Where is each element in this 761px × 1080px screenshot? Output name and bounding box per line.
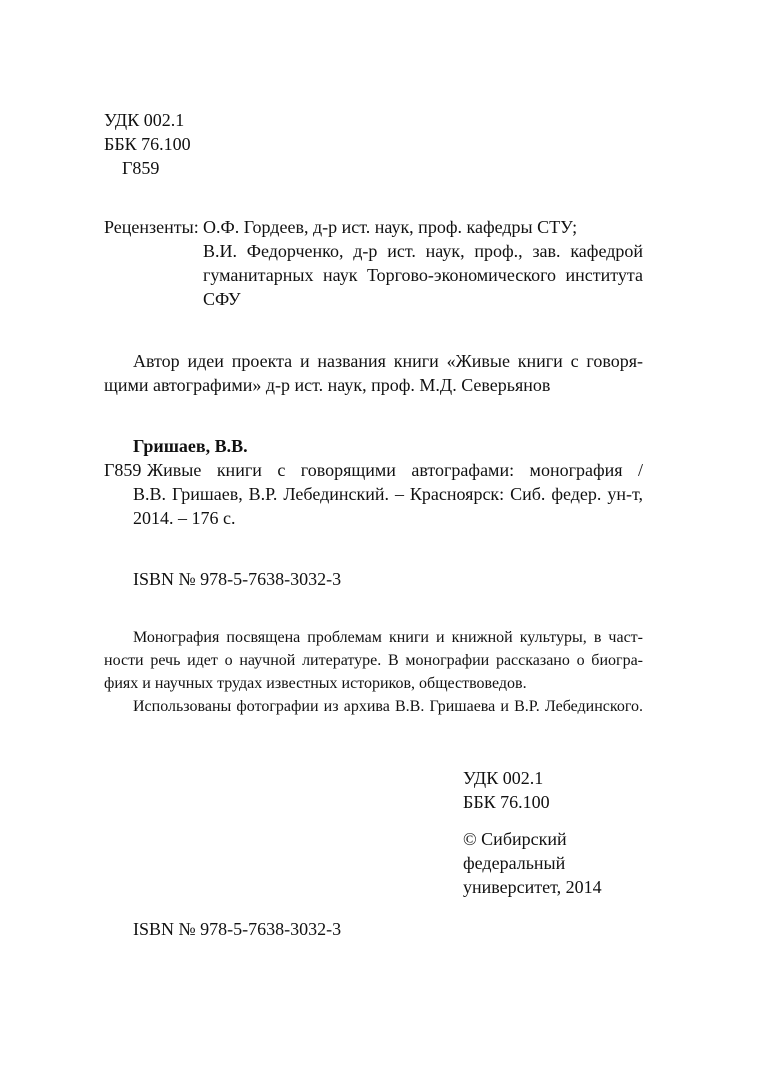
isbn-bottom: ISBN № 978-5-7638-3032-3 (133, 919, 342, 939)
biblio-author: Гришаев, В.В. (133, 436, 248, 456)
copyright-bbk: ББК 76.100 (463, 792, 550, 812)
copyright-udk: УДК 002.1 (463, 768, 544, 788)
annotation-line-2: ности речь идет о научной литературе. В монографии рассказано о биогра- (104, 652, 643, 669)
reviewer-line-1: О.Ф. Гордеев, д-р ист. наук, проф. кафедры СТУ; (203, 217, 578, 237)
reviewer-line-2: В.И. Федорченко, д-р ист. наук, проф., зав. кафедрой (203, 241, 643, 261)
udk-code: УДК 002.1 (104, 110, 185, 130)
reviewer-line-3: гуманитарных наук Торгово-экономического института (203, 265, 643, 285)
biblio-line-1: Живые книги с говорящими автографами: монография / (147, 460, 643, 480)
isbn: ISBN № 978-5-7638-3032-3 (133, 569, 342, 589)
reviewers-label: Рецензенты: (104, 217, 199, 237)
biblio-line-2: В.В. Гришаев, В.Р. Лебединский. – Красноярск: Сиб. федер. ун-т, (133, 484, 643, 504)
annotation-line-1: Монография посвящена проблемам книги и книжной культуры, в част- (133, 629, 643, 646)
biblio-code: Г859 (104, 460, 142, 480)
reviewer-line-4: СФУ (203, 289, 241, 309)
annotation-line-3: фиях и научных трудах известных историков, обществоведов. (104, 675, 527, 692)
idea-line-1: Автор идеи проекта и названия книги «Живые книги с говоря- (133, 351, 643, 371)
author-sign-code: Г859 (122, 158, 160, 178)
bbk-code: ББК 76.100 (104, 134, 191, 154)
copyright-line-1: © Сибирский (463, 829, 567, 849)
biblio-line-3: 2014. – 176 с. (133, 508, 236, 528)
annotation-line-4: Использованы фотографии из архива В.В. Гришаева и В.Р. Лебединского. (133, 698, 643, 715)
copyright-line-2: федеральный (463, 853, 566, 873)
copyright-line-3: университет, 2014 (463, 877, 602, 897)
idea-line-2: щими автографими» д-р ист. наук, проф. М.Д. Северьянов (104, 375, 551, 395)
